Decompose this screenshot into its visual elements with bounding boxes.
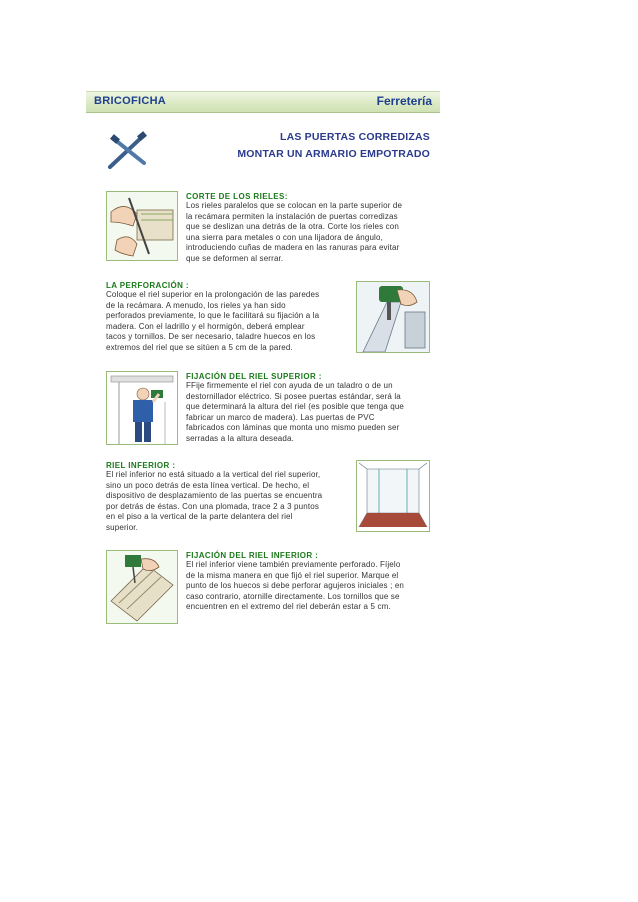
- section-text-fixing-lower: El riel inferior viene también previamente perforado. Fíjelo de la misma manera en que fijó el riel superior. Marque el punto de los huecos si debe perforar agujeros iniciales ; en caso contrario, atornille directamente. Los tornillos que se encuentren en el extremo del riel deberán estar a 5 cm.: [186, 560, 405, 612]
- header-bar: [86, 91, 440, 113]
- header-category: Ferretería: [376, 94, 432, 108]
- page-title: [200, 131, 430, 160]
- illustration-lower-rail: [356, 460, 430, 532]
- section-text-cutting: Los rieles paralelos que se colocan en la parte superior de la recámara permiten la instalación de puertas corredizas que se deslizan una detrás de la otra. Corte los rieles con una sierra para metales o con una lijadora de ángulo, introduciendo cuñas de madera en las ranuras para evitar que se deformen al serrar.: [186, 201, 403, 263]
- section-title-lower-rail: RIEL INFERIOR :: [106, 461, 176, 470]
- illustration-fixing-upper-rail: [106, 371, 178, 445]
- section-title-fixing-lower: FIJACIÓN DEL RIEL INFERIOR :: [186, 551, 319, 560]
- section-text-lower-rail: El riel inferior no está situado a la vertical del riel superior, sino un poco detrás de esta línea vertical. De hecho, el dispositivo de desplazamiento de las puertas se encuentra por detrás de éstas. Con una plomada, trace 2 a 3 puntos en el piso a la vertical de la parte delantera del riel superior.: [106, 470, 323, 532]
- section-title-cutting: CORTE DE LOS RIELES:: [186, 192, 288, 201]
- title-line-2: MONTAR UN ARMARIO EMPOTRADO: [237, 148, 430, 160]
- section-title-upper-rail: FIJACIÓN DEL RIEL SUPERIOR :: [186, 372, 322, 381]
- illustration-fixing-lower-rail: [106, 550, 178, 624]
- illustration-drilling: [356, 281, 430, 353]
- section-title-drilling: LA PERFORACIÓN :: [106, 281, 189, 290]
- nails-icon: [104, 127, 152, 175]
- section-text-drilling: Coloque el riel superior en la prolongación de las paredes de la recámara. A menudo, los rieles ya han sido perforados previamente, lo que le facilitará su fijación a la madera. Con el ladrillo y el hormigón, deberá emplear tacos y tornillos. De ser necesario, taladre huecos en los extremos del riel que se sitúen a 5 cm de la pared.: [106, 290, 320, 352]
- header-brand: BRICOFICHA: [94, 95, 167, 107]
- section-text-upper-rail: FFije firmemente el riel con ayuda de un taladro o de un destornillador eléctrico. Si posee puertas estándar, será la que determinará la altura del riel (es posible que tenga que fabricar un marco de madera). Las puertas de PVC fabricados con láminas que monta uno mismo pueden ser serradas a la altura deseada.: [186, 381, 405, 443]
- illustration-cutting-rails: [106, 191, 178, 261]
- title-line-1: LAS PUERTAS CORREDIZAS: [279, 131, 430, 143]
